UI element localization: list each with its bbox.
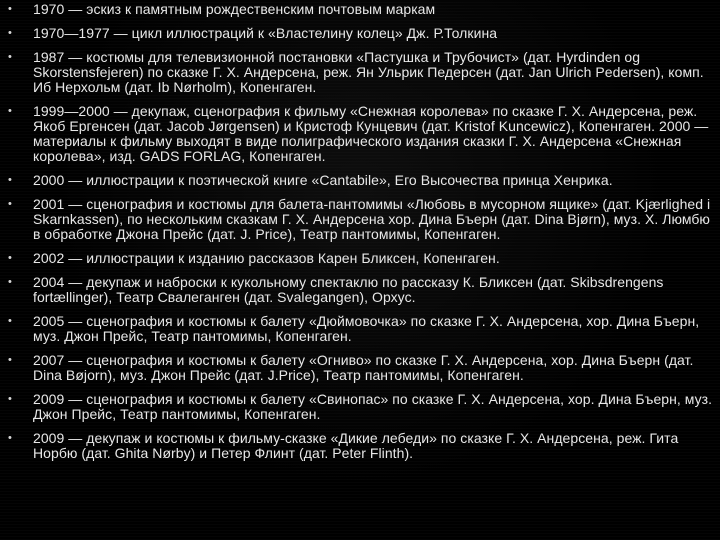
bullet-icon: • xyxy=(8,432,12,444)
bullet-icon: • xyxy=(8,315,12,327)
list-item xyxy=(0,104,720,164)
list-item-text: 2004 — декупаж и наброски к кукольному спектаклю по рассказу К. Бликсен (дат. Skibsdrengens fortællinger), Театр Свалеганген (дат. Svalegangen), Орхус. xyxy=(33,274,664,305)
list-item xyxy=(0,2,720,17)
list-item xyxy=(0,275,720,305)
list-item xyxy=(0,353,720,383)
bullet-icon: • xyxy=(8,354,12,366)
list-item-text: 2009 — декупаж и костюмы к фильму-сказке «Дикие лебеди» по сказке Г. Х. Андерсена, реж. Гита Норбю (дат. Ghita Nørby) и Петер Флинт (дат. Peter Flinth). xyxy=(33,430,679,461)
list-item-text: 1970—1977 — цикл иллюстраций к «Властелину колец» Дж. Р.Толкина xyxy=(33,25,498,41)
bullet-icon: • xyxy=(8,27,12,39)
bullet-icon: • xyxy=(8,3,12,15)
list-item xyxy=(0,251,720,266)
list-item xyxy=(0,50,720,95)
list-item-text: 2000 — иллюстрации к поэтической книге «Cantabile», Его Высочества принца Хенрика. xyxy=(33,172,613,188)
bullet-icon: • xyxy=(8,51,12,63)
bullet-icon: • xyxy=(8,252,12,264)
list-item-text: 2002 — иллюстрации к изданию рассказов Карен Бликсен, Копенгаген. xyxy=(33,250,500,266)
list-item xyxy=(0,26,720,41)
list-item-text: 2009 — сценография и костюмы к балету «Свинопас» по сказке Г. Х. Андерсена, хор. Дина Бъерн, муз. Джон Прейс, Театр пантомимы, Копенгаген. xyxy=(33,391,713,422)
list-item xyxy=(0,392,720,422)
list-item-text: 2001 — сценография и костюмы для балета-пантомимы «Любовь в мусорном ящике» (дат. Kjærlighed i Skarnkassen), по нескольким сказкам Г. Х. Андерсена хор. Дина Бъерн (дат. Dina Bjørn), муз. Х. Люмбю в обработке Джона Прейс (дат. J. Price), Театр пантомимы, Копенгаген. xyxy=(33,196,711,242)
bullet-icon: • xyxy=(8,174,12,186)
list-item-text: 2005 — сценография и костюмы к балету «Дюймовочка» по сказке Г. Х. Андерсена, хор. Дина Бъерн, муз. Джон Прейс, Театр пантомимы, Копенгаген. xyxy=(33,313,700,344)
bullet-icon: • xyxy=(8,276,12,288)
biography-list xyxy=(0,2,720,470)
list-item-text: 1987 — костюмы для телевизионной постановки «Пастушка и Трубочист» (дат. Hyrdinden og Skorstensfejeren) по сказке Г. Х. Андерсена, реж. Ян Ульрик Педерсен (дат. Jan Ulrich Pedersen), комп. Иб Нерхольм (дат. Ib Nørholm), Копенгаген. xyxy=(33,49,704,95)
list-item xyxy=(0,173,720,188)
bullet-icon: • xyxy=(8,393,12,405)
list-item-text: 2007 — сценография и костюмы к балету «Огниво» по сказке Г. Х. Андерсена, хор. Дина Бъерн (дат. Dina Bøjorn), муз. Джон Прейс (дат. J.Price), Театр пантомимы, Копенгаген. xyxy=(33,352,694,383)
list-item-text: 1970 — эскиз к памятным рождественским почтовым маркам xyxy=(33,1,436,17)
bullet-icon: • xyxy=(8,198,12,210)
list-item xyxy=(0,197,720,242)
list-item-text: 1999—2000 — декупаж, сценография к фильму «Снежная королева» по сказке Г. Х. Андерсена, реж. Якоб Ергенсен (дат. Jacob Jørgensen) и Кристоф Кунцевич (дат. Kristof Kuncewicz), Копенгаген. 2000 — материалы к фильму выходят в виде полиграфического издания сказки Г. Х. Андерсена «Снежная королева», изд. GADS FORLAG, Копенгаген. xyxy=(33,103,709,164)
list-item xyxy=(0,431,720,461)
bullet-icon: • xyxy=(8,105,12,117)
list-item xyxy=(0,314,720,344)
